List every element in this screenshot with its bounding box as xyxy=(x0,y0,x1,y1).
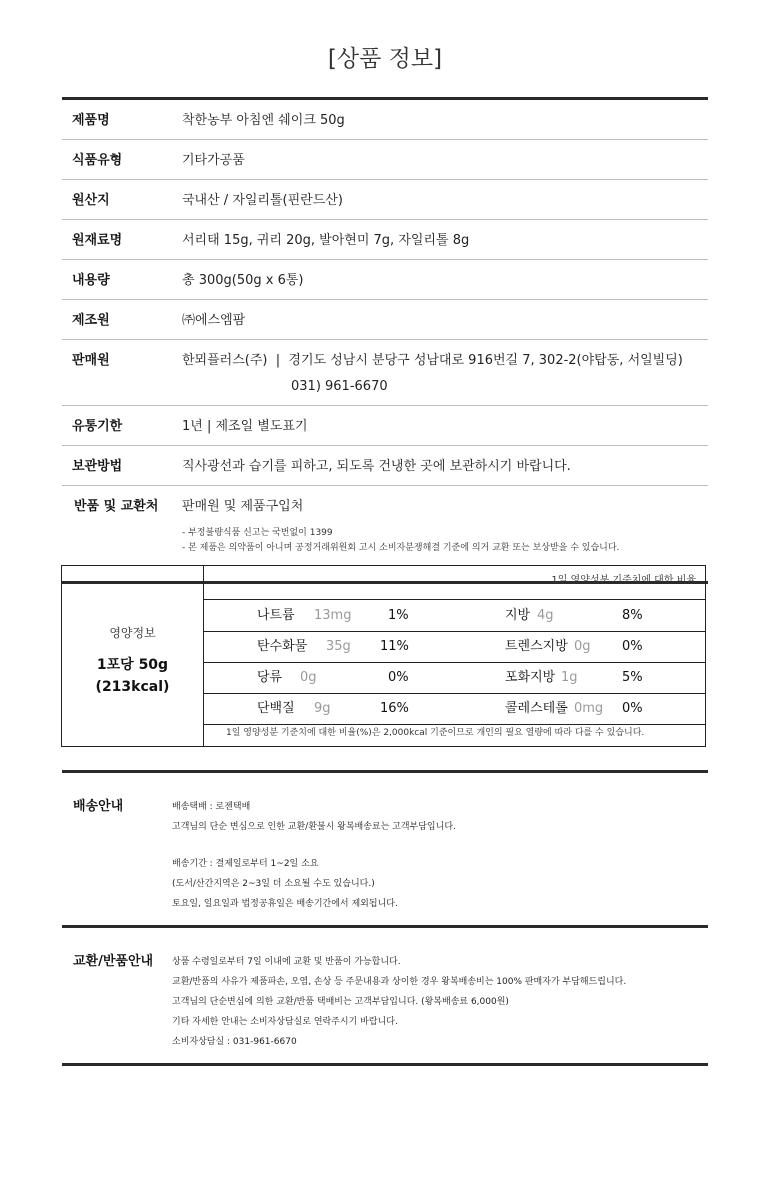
info-row-content xyxy=(62,260,708,300)
seller-address: 한뫼플러스(주) | 경기도 성남시 분당구 성남대로 916번길 7, 302-2(야탑동, 서일빌딩) xyxy=(182,353,683,368)
exchange-line: 고객님의 단순변심에 의한 교환/반품 택배비는 고객부담입니다. (왕복배송료 6,000원) xyxy=(172,997,509,1007)
info-row-seller xyxy=(62,340,708,406)
return-note: - 본 제품은 의약품이 아니며 공정거래위원회 고시 소비자분쟁해결 기준에 의거 교환 또는 보상받을 수 있습니다. xyxy=(182,543,620,553)
nutrient-name: 포화지방 xyxy=(505,670,556,685)
exchange-line: 소비자상담실 : 031-961-6670 xyxy=(172,1037,297,1047)
info-value: 직사광선과 습기를 피하고, 되도록 건냉한 곳에 보관하시기 바랍니다. xyxy=(182,459,571,474)
nutrition-label: 영양정보 xyxy=(109,626,156,640)
product-info-table xyxy=(62,97,708,584)
shipping-line: 토요일, 일요일과 법정공휴일은 배송기간에서 제외됩니다. xyxy=(172,899,398,909)
page-title: [상품 정보] xyxy=(327,46,443,72)
info-label: 내용량 xyxy=(72,273,110,288)
info-row-product-name xyxy=(62,100,708,140)
nutrient-percent: 0% xyxy=(388,670,409,685)
nutrient-percent: 5% xyxy=(622,670,643,685)
info-row-storage xyxy=(62,446,708,486)
exchange-section xyxy=(62,925,708,1066)
info-value: ㈜에스엠팜 xyxy=(182,313,246,328)
exchange-line: 교환/반품의 사유가 제품파손, 오염, 손상 등 주문내용과 상이한 경우 왕복배송비는 100% 판매자가 부담해드립니다. xyxy=(172,977,627,987)
shipping-body xyxy=(172,797,456,914)
nutrient-percent: 1% xyxy=(388,608,409,623)
nutrient-percent: 11% xyxy=(380,639,409,654)
info-label: 원산지 xyxy=(72,193,110,208)
nutrient-name: 나트륨 xyxy=(257,608,295,623)
nutrient-amount: 9g xyxy=(314,701,331,716)
nutrient-name: 콜레스테롤 xyxy=(505,701,568,716)
info-value: 총 300g(50g x 6통) xyxy=(182,273,304,288)
info-label: 제품명 xyxy=(72,113,110,128)
nutrition-footnote: 1일 영양성분 기준치에 대한 비율(%)은 2,000kcal 기준이므로 개인의 필요 열량에 따라 다를 수 있습니다. xyxy=(226,728,645,738)
shipping-line: 배송기간 : 결제일로부터 1~2일 소요 xyxy=(172,859,319,869)
info-value: 1년 | 제조일 별도표기 xyxy=(182,419,308,434)
nutrient-amount: 0mg xyxy=(574,701,604,716)
nutrient-name: 지방 xyxy=(505,608,531,623)
serving-kcal: (213kcal) xyxy=(95,679,170,695)
info-label: 유통기한 xyxy=(72,419,123,434)
nutrition-grid xyxy=(204,601,705,725)
nutrient-percent: 16% xyxy=(380,701,409,716)
nutrient-percent: 0% xyxy=(622,639,643,654)
info-row-manufacturer xyxy=(62,300,708,340)
nutrition-serving xyxy=(62,654,203,698)
nutrient-name: 트렌스지방 xyxy=(505,639,568,654)
info-row-food-type xyxy=(62,140,708,180)
nutrition-row xyxy=(204,632,705,663)
exchange-line: 상품 수령일로부터 7일 이내에 교환 및 반품이 가능합니다. xyxy=(172,957,401,967)
nutrient-amount: 4g xyxy=(537,608,554,623)
exchange-label: 교환/반품안내 xyxy=(73,954,154,969)
info-label: 보관방법 xyxy=(72,459,123,474)
info-row-origin xyxy=(62,180,708,220)
info-value: 착한농부 아침엔 쉐이크 50g xyxy=(182,113,345,128)
nutrient-percent: 0% xyxy=(622,701,643,716)
nutrition-table xyxy=(61,565,706,747)
nutrient-amount: 13mg xyxy=(314,608,352,623)
nutrient-amount: 1g xyxy=(561,670,578,685)
nutrient-percent: 8% xyxy=(622,608,643,623)
nutrient-amount: 0g xyxy=(574,639,591,654)
info-row-expiry xyxy=(62,406,708,446)
nutrition-summary xyxy=(62,566,204,746)
info-row-ingredients xyxy=(62,220,708,260)
nutrient-amount: 0g xyxy=(300,670,317,685)
return-notes xyxy=(182,526,708,570)
shipping-line: 배송택배 : 로젠택배 xyxy=(172,802,251,812)
serving-size: 1포당 50g xyxy=(96,657,169,673)
info-value: 국내산 / 자일리톨(핀란드산) xyxy=(182,193,343,208)
nutrient-name: 단백질 xyxy=(257,701,295,716)
info-label: 원재료명 xyxy=(72,233,123,248)
info-label: 식품유형 xyxy=(72,153,123,168)
shipping-line: 고객님의 단순 변심으로 인한 교환/환불시 왕복배송료는 고객부담입니다. xyxy=(172,822,456,832)
exchange-line: 기타 자세한 안내는 소비자상담실로 연락주시기 바랍니다. xyxy=(172,1017,398,1027)
shipping-line: (도서/산간지역은 2~3일 더 소요될 수도 있습니다.) xyxy=(172,879,375,889)
nutrition-row xyxy=(204,663,705,694)
info-label: 제조원 xyxy=(72,313,110,328)
exchange-body xyxy=(172,952,626,1052)
shipping-section xyxy=(62,770,708,928)
info-label: 판매원 xyxy=(72,353,110,368)
return-place: 판매원 및 제품구입처 xyxy=(182,499,304,514)
info-value: 서리태 15g, 귀리 20g, 발아현미 7g, 자일리톨 8g xyxy=(182,233,470,248)
shipping-label: 배송안내 xyxy=(73,799,124,814)
nutrient-amount: 35g xyxy=(326,639,351,654)
nutrient-name: 당류 xyxy=(257,670,283,685)
nutrition-row xyxy=(204,601,705,632)
nutrition-header: 1일 영양성분 기준치에 대한 비율 xyxy=(204,566,705,600)
info-label: 반품 및 교환처 xyxy=(74,499,159,514)
seller-phone: 031) 961-6670 xyxy=(291,379,388,394)
info-value: 기타가공품 xyxy=(182,153,245,168)
info-value xyxy=(182,340,708,405)
return-note: - 부정불량식품 신고는 국번없이 1399 xyxy=(182,528,333,538)
nutrient-name: 탄수화물 xyxy=(257,639,308,654)
